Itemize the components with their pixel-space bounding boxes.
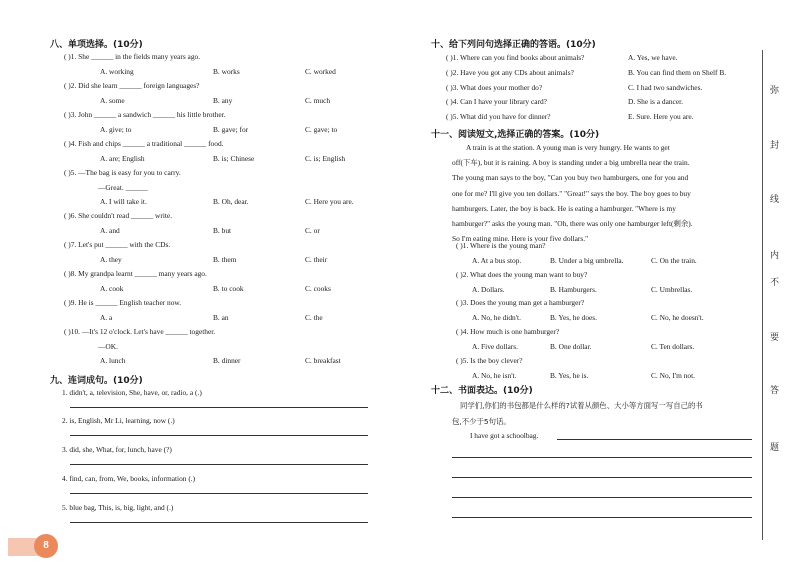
option-c[interactable]: C. Ten dollars. [651, 342, 695, 351]
answer-option: B. You can find them on Shelf B. [628, 68, 727, 77]
passage-line: A train is at the station. A young man is very hungry. He wants to get [466, 143, 670, 152]
section-11-title: 十一、阅读短文,选择正确的答案。(10分) [431, 130, 600, 140]
writing-prompt-line-1: 同学们,你们的书包都是什么样的?试着从颜色、大小等方面写一写自己的书 [460, 401, 703, 410]
question-stem[interactable]: ( )1. Where can you find books about animals? [446, 53, 585, 62]
seal-char: 答 [770, 386, 780, 396]
option-c[interactable]: C. breakfast [305, 356, 341, 365]
option-a[interactable]: A. I will take it. [100, 197, 147, 206]
option-a[interactable]: A. No, he isn't. [472, 371, 517, 380]
option-a[interactable]: A. lunch [100, 356, 126, 365]
option-a[interactable]: A. Five dollars. [472, 342, 518, 351]
option-c[interactable]: C. their [305, 255, 328, 264]
option-c[interactable]: C. worked [305, 67, 336, 76]
section-9-title: 九、连词成句。(10分) [50, 376, 143, 386]
option-b[interactable]: B. Yes, he does. [550, 313, 598, 322]
option-a[interactable]: A. cook [100, 284, 124, 293]
option-a[interactable]: A. working [100, 67, 134, 76]
option-b[interactable]: B. any [213, 96, 233, 105]
answer-line[interactable] [70, 407, 368, 408]
seal-char: 要 [770, 333, 780, 343]
word-order-question: 3. did, she, What, for, lunch, have (?) [62, 445, 172, 454]
question-stem[interactable]: ( )5. Is the boy clever? [456, 356, 523, 365]
writing-prompt-line-2: 包,不少于5句话。 [452, 417, 511, 426]
question-stem[interactable]: ( )4. How much is one hamburger? [456, 327, 560, 336]
question-stem[interactable]: ( )3. What does your mother do? [446, 83, 543, 92]
option-c[interactable]: C. the [305, 313, 323, 322]
section-10-title: 十、给下列问句选择正确的答语。(10分) [431, 40, 596, 50]
writing-start: I have got a schoolbag. [470, 431, 539, 440]
answer-option: A. Yes, we have. [628, 53, 678, 62]
option-b[interactable]: B. is; Chinese [213, 154, 255, 163]
option-c[interactable]: C. gave; to [305, 125, 338, 134]
seal-char: 不 [770, 278, 780, 288]
seal-char: 内 [770, 251, 780, 261]
writing-line[interactable] [452, 457, 752, 458]
writing-line[interactable] [452, 497, 752, 498]
passage-line: hamburger?" asks the young man. "Oh, there was only one hamburger left(剩余). [452, 219, 693, 229]
option-b[interactable]: B. works [213, 67, 240, 76]
writing-line[interactable] [452, 517, 752, 518]
passage-line: The young man says to the boy, "Can you buy two hamburgers, one for you and [452, 173, 689, 183]
question-stem[interactable]: ( )1. She ______ in the fields many years ago. [64, 52, 201, 61]
question-stem-continued: —OK. [98, 342, 118, 351]
passage-line: hamburgers. Later, the boy is back. He is eating a hamburger. "Where is my [452, 203, 676, 213]
option-a[interactable]: A. give; to [100, 125, 132, 134]
question-stem[interactable]: ( )5. —The bag is easy for you to carry. [64, 168, 181, 177]
passage-line: off(下车), but it is raining. A boy is standing under a big umbrella near the train. [452, 158, 690, 168]
question-stem[interactable]: ( )3. John ______ a sandwich ______ his little brother. [64, 110, 226, 119]
writing-line[interactable] [452, 477, 752, 478]
option-b[interactable]: B. Oh, dear. [213, 197, 249, 206]
option-a[interactable]: A. some [100, 96, 125, 105]
passage-line: one for me? I'll give you ten dollars." "Great!" says the boy. The boy goes to buy [452, 188, 691, 198]
option-b[interactable]: B. One dollar. [550, 342, 592, 351]
seal-char: 线 [770, 195, 780, 205]
option-b[interactable]: B. Under a big umbrella. [550, 256, 624, 265]
question-stem[interactable]: ( )10. —It's 12 o'clock. Let's have ______ together. [64, 327, 216, 336]
option-a[interactable]: A. Dollars. [472, 285, 505, 294]
answer-line[interactable] [70, 493, 368, 494]
option-a[interactable]: A. and [100, 226, 120, 235]
seal-char: 弥 [770, 86, 780, 96]
question-stem[interactable]: ( )5. What did you have for dinner? [446, 112, 551, 121]
option-b[interactable]: B. dinner [213, 356, 241, 365]
option-b[interactable]: B. an [213, 313, 229, 322]
question-stem[interactable]: ( )3. Does the young man get a hamburger? [456, 298, 585, 307]
seal-char: 题 [770, 443, 780, 453]
question-stem[interactable]: ( )4. Can I have your library card? [446, 97, 547, 106]
question-stem[interactable]: ( )8. My grandpa learnt ______ many years ago. [64, 269, 207, 278]
word-order-question: 4. find, can, from, We, books, information (.) [62, 474, 196, 483]
question-stem[interactable]: ( )2. Did she learn ______ foreign languages? [64, 81, 200, 90]
question-stem[interactable]: ( )1. Where is the young man? [456, 241, 546, 250]
option-b[interactable]: B. gave; for [213, 125, 249, 134]
option-b[interactable]: B. to cook [213, 284, 244, 293]
word-order-question: 1. didn't, a, television, She, have, or, radio, a (.) [62, 388, 202, 397]
option-b[interactable]: B. but [213, 226, 232, 235]
page-number: 8 [34, 534, 58, 558]
option-c[interactable]: C. or [305, 226, 320, 235]
question-stem[interactable]: ( )2. Have you got any CDs about animals? [446, 68, 574, 77]
answer-option: E. Sure. Here you are. [628, 112, 694, 121]
option-a[interactable]: A. a [100, 313, 113, 322]
option-c[interactable]: C. No, he doesn't. [651, 313, 704, 322]
option-c[interactable]: C. No, I'm not. [651, 371, 696, 380]
option-b[interactable]: B. Hamburgers. [550, 285, 597, 294]
option-a[interactable]: A. At a bus stop. [472, 256, 522, 265]
option-c[interactable]: C. Here you are. [305, 197, 354, 206]
question-stem-continued: —Great. ______ [98, 183, 148, 192]
word-order-question: 2. is, English, Mr Li, learning, now (.) [62, 416, 175, 425]
option-c[interactable]: C. On the train. [651, 256, 697, 265]
section-8-title: 八、单项选择。(10分) [50, 40, 143, 50]
option-a[interactable]: A. No, he didn't. [472, 313, 521, 322]
answer-line[interactable] [70, 464, 368, 465]
option-c[interactable]: C. much [305, 96, 331, 105]
writing-line[interactable] [557, 439, 752, 440]
option-c[interactable]: C. is; English [305, 154, 346, 163]
option-a[interactable]: A. are; English [100, 154, 145, 163]
section-12-title: 十二、书面表达。(10分) [431, 386, 533, 396]
passage-line: So I'm eating mine. Here is your five dollars." [452, 234, 589, 244]
option-b[interactable]: B. Yes, he is. [550, 371, 589, 380]
question-stem[interactable]: ( )6. She couldn't read ______ write. [64, 211, 173, 220]
seal-line [762, 50, 763, 540]
seal-char: 封 [770, 141, 780, 151]
question-stem[interactable]: ( )7. Let's put ______ with the CDs. [64, 240, 171, 249]
answer-option: D. She is a dancer. [628, 97, 684, 106]
word-order-question: 5. blue bag, This, is, big, light, and (.) [62, 503, 174, 512]
reading-passage [452, 140, 752, 246]
answer-line[interactable] [70, 522, 368, 523]
question-stem[interactable]: ( )4. Fish and chips ______ a traditional ______ food. [64, 139, 224, 148]
option-c[interactable]: C. Umbrellas. [651, 285, 693, 294]
option-a[interactable]: A. they [100, 255, 122, 264]
option-b[interactable]: B. them [213, 255, 237, 264]
answer-line[interactable] [70, 435, 368, 436]
question-stem[interactable]: ( )2. What does the young man want to buy? [456, 270, 588, 279]
option-c[interactable]: C. cooks [305, 284, 331, 293]
answer-option: C. I had two sandwiches. [628, 83, 703, 92]
question-stem[interactable]: ( )9. He is ______ English teacher now. [64, 298, 182, 307]
